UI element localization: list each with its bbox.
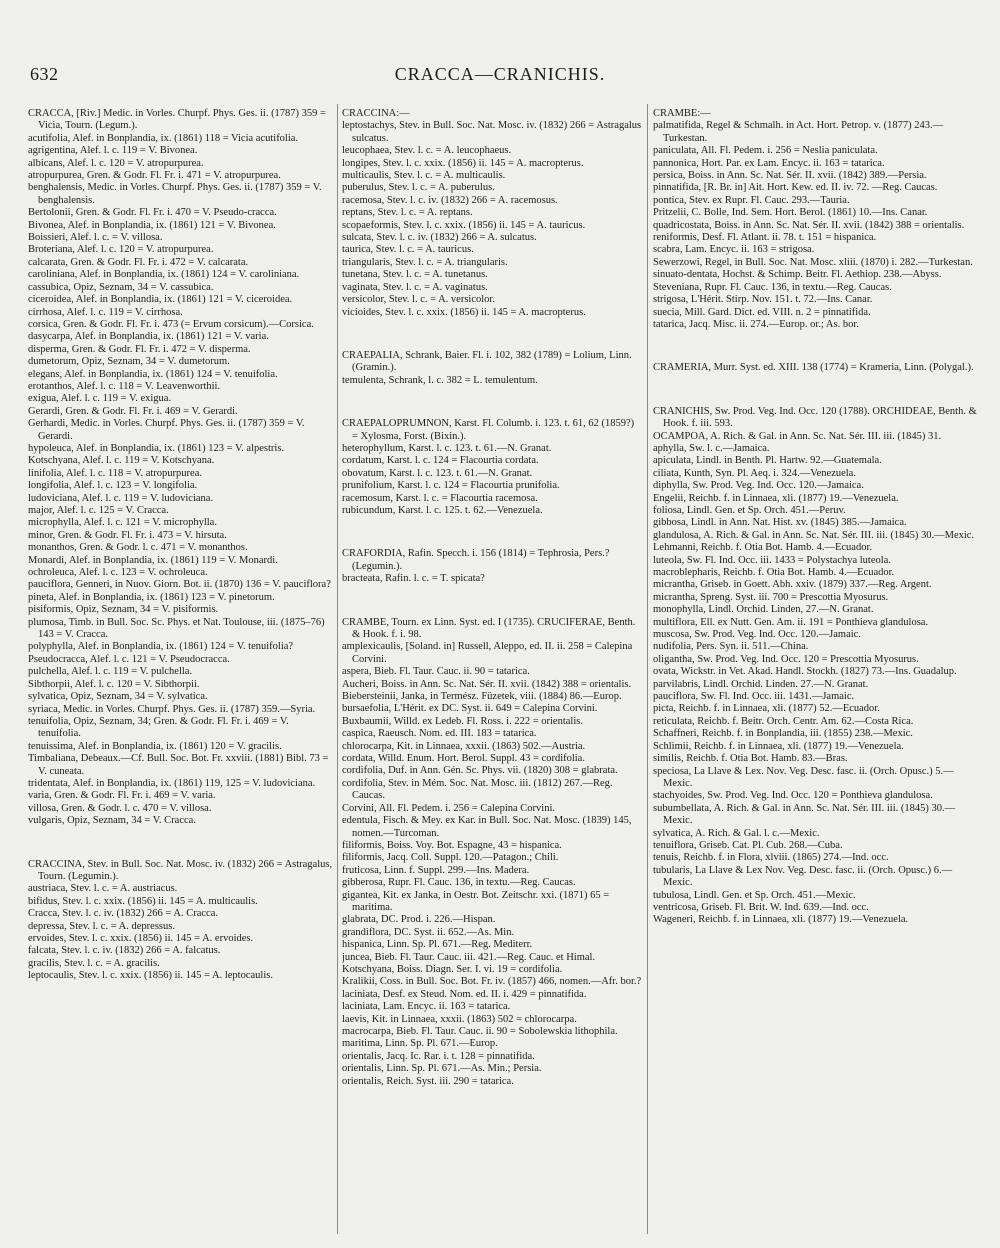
index-entry: temulenta, Schrank, l. c. 382 = L. temulentum. [342,374,538,386]
index-entry: parvilabris, Lindl. Orchid. Linden. 27.—N. Granat. [653,678,869,690]
column-1 [28,108,334,1234]
index-entry: heterophyllum, Karst. l. c. 123. t. 61.—N. Granat. [342,442,552,454]
index-entry: leptocaulis, Stev. l. c. xxix. (1856) ii. 145 = A. leptocaulis. [28,970,273,982]
index-entry: suecia, Mill. Gard. Dict. ed. VIII. n. 2 = pinnatifida. [653,306,871,318]
index-entry: longipes, Stev. l. c. xxix. (1856) ii. 145 = A. macropterus. [342,157,584,169]
index-entry: cordifolia, Duf. in Ann. Gén. Sc. Phys. vii. (1820) 308 = glabrata. [342,765,618,777]
index-entry: Cracca, Stev. l. c. iv. (1832) 266 = A. Cracca. [28,908,218,920]
index-entry: persica, Boiss. in Ann. Sc. Nat. Sér. II. xvii. (1842) 389.—Persia. [653,170,927,182]
index-entry: ovata, Wickstr. in Vet. Akad. Handl. Stockh. (1827) 73.—Ins. Guadalup. [653,666,957,678]
index-entry: linifolia, Alef. l. c. 118 = V. atropurpurea. [28,467,202,479]
index-entry: juncea, Bieb. Fl. Taur. Cauc. iii. 421.—Reg. Cauc. et Himal. [342,951,596,963]
index-entry: pauciflora, Genneri, in Nuov. Giorn. Bot. ii. (1870) 136 = V. pauciflora? [28,579,331,591]
index-entry: hispanica, Linn. Sp. Pl. 671.—Reg. Mediterr. [342,939,533,951]
index-entry: rubicundum, Karst. l. c. 125. t. 62.—Venezuela. [342,504,543,516]
column-rule [647,104,648,1234]
index-entry: tenuifolia, Opiz, Seznam, 34; Gren. & Godr. Fl. Fr. i. 469 = V. tenuifolia. [28,715,289,740]
index-entry: plumosa, Timb. in Bull. Soc. Sc. Phys. et Nat. Toulouse, iii. (1875–76) 143 = V. Cracca. [28,616,325,641]
index-entry: leptostachys, Stev. in Bull. Soc. Nat. Mosc. iv. (1832) 266 = Astragalus sulcatus. [342,120,642,144]
index-entry: minor, Gren. & Godr. Fl. Fr. i. 473 = V. hirsuta. [28,529,227,541]
index-entry: vulgaris, Opiz, Seznam, 34 = V. Cracca. [28,815,196,827]
index-entry: fruticosa, Linn. f. Suppl. 299.—Ins. Madera. [342,864,530,876]
index-entry: micrantha, Griseb. in Goett. Abh. xxiv. (1879) 337.—Reg. Argent. [653,579,932,591]
index-entry: tatarica, Jacq. Misc. ii. 274.—Europ. or.; As. bor. [653,318,859,330]
index-entry: pannonica, Hort. Par. ex Lam. Encyc. ii. 163 = tatarica. [653,157,885,169]
index-entry: reticulata, Reichb. f. Beitr. Orch. Centr. Am. 62.—Costa Rica. [653,715,914,727]
index-entry: villosa, Gren. & Godr. l. c. 470 = V. villosa. [28,802,212,814]
index-entry: cordatum, Karst. l. c. 124 = Flacourtia cordata. [342,455,539,467]
index-entry: Pritzelii, C. Bolle, Ind. Sem. Hort. Berol. (1861) 10.—Ins. Canar. [653,207,928,219]
index-entry: disperma, Gren. & Godr. Fl. Fr. i. 472 = V. disperma. [28,343,251,355]
index-entry: glandulosa, A. Rich. & Gal. in Ann. Sc. Nat. Sér. III. iii. (1845) 30.—Mexic. [653,529,975,541]
index-entry: falcata, Stev. l. c. iv. (1832) 266 = A. falcatus. [28,945,221,957]
index-entry: vaginata, Stev. l. c. = A. vaginatus. [342,281,488,293]
index-entry: caroliniana, Alef. in Bonplandia, ix. (1861) 124 = V. caroliniana. [28,269,300,281]
index-entry: CRACCA, [Riv.] Medic. in Vorles. Churpf. Phys. Ges. ii. (1787) 359 = Vicia, Tourn. (Legum.). [28,108,326,132]
index-entry: racemosa, Stev. l. c. iv. (1832) 266 = A. racemosus. [342,194,558,206]
index-entry: benghalensis, Medic. in Vorles. Churpf. Phys. Ges. ii. (1787) 359 = V. benghalensis. [28,182,322,206]
index-entry: orientalis, Jacq. Ic. Rar. i. t. 128 = pinnatifida. [342,1050,535,1062]
index-entry: Engelii, Reichb. f. in Linnaea, xli. (1877) 19.—Venezuela. [653,492,899,504]
index-entry: palmatifida, Regel & Schmalh. in Act. Hort. Petrop. v. (1877) 243.—Turkestan. [653,120,944,144]
index-entry: ochroleuca, Alef. l. c. 123 = V. ochroleuca. [28,567,208,579]
index-entry: erotanthos, Alef. l. c. 118 = V. Leavenworthii. [28,380,221,392]
index-entry: CRAEPALIA, Schrank, Baier. Fl. i. 102, 382 (1789) = Lolium, Linn. (Gramin.). [342,349,632,374]
index-entry: reniformis, Desf. Fl. Atlant. ii. 78. t. 151 = hispanica. [653,232,877,244]
index-entry: bracteata, Rafin. l. c. = T. spicata? [342,573,485,585]
index-entry: varia, Gren. & Godr. Fl. Fr. i. 469 = V. varia. [28,790,216,802]
index-entry: Aucheri, Boiss. in Ann. Sc. Nat. Sér. II. xvii. (1842) 388 = orientalis. [342,678,632,690]
index-entry: exigua, Alef. l. c. 119 = V. exigua. [28,393,172,405]
index-entry: albicans, Alef. l. c. 120 = V. atropurpurea. [28,157,204,169]
index-entry: racemosum, Karst. l. c. = Flacourtia racemosa. [342,492,538,504]
index-entry: taurica, Stev. l. c. = A. tauricus. [342,244,474,256]
index-entry: monophylla, Lindl. Orchid. Linden, 27.—N. Granat. [653,604,874,616]
index-entry: syriaca, Medic. in Vorles. Churpf. Phys. Ges. ii. (1787) 359.—Syria. [28,703,316,715]
index-entry: amplexicaulis, [Soland. in] Russell, Aleppo, ed. II. ii. 258 = Calepina Corvini. [342,641,633,665]
index-entry: luteola, Sw. Fl. Ind. Occ. iii. 1433 = Polystachya luteola. [653,554,891,566]
index-entry: glabrata, DC. Prod. i. 226.—Hispan. [342,914,496,926]
index-entry: CRAMBE:— [653,108,711,119]
index-entry: cordifolia, Stev. in Mém. Soc. Nat. Mosc. iii. (1812) 267.—Reg. Caucas. [342,777,613,802]
index-entry: obovatum, Karst. l. c. 123. t. 61.—N. Granat. [342,467,533,479]
index-entry: tenuis, Reichb. f. in Flora, xlviii. (1865) 274.—Ind. occ. [653,852,889,864]
index-entry: strigosa, L'Hérit. Stirp. Nov. 151. t. 72.—Ins. Canar. [653,294,873,306]
index-entry: corsica, Gren. & Godr. Fl. Fr. i. 473 (= Ervum corsicum).—Corsica. [28,318,314,330]
index-entry: Biebersteinii, Janka, in Termész. Füzetek, viii. (1884) 86.—Europ. [342,691,622,703]
index-entry: pulchella, Alef. l. c. 119 = V. pulchella. [28,666,193,678]
index-entry: elegans, Alef. in Bonplandia, ix. (1861) 124 = V. tenuifolia. [28,368,278,380]
index-entry: maritima, Linn. Sp. Pl. 671.—Europ. [342,1038,498,1050]
index-entry: Sibthorpii, Alef. l. c. 120 = V. Sibthorpii. [28,678,200,690]
index-entry: Buxbaumii, Willd. ex Ledeb. Fl. Ross. i. 222 = orientalis. [342,715,583,727]
index-entry: tridentata, Alef. in Bonplandia, ix. (1861) 119, 125 = V. ludoviciana. [28,777,316,789]
index-entry: CRAFORDIA, Rafin. Specch. i. 156 (1814) = Tephrosia, Pers.? (Legumin.). [342,548,610,572]
index-entry: foliosa, Lindl. Gen. et Sp. Orch. 451.—Peruv. [653,504,846,516]
index-entry: caspica, Raeusch. Nom. ed. III. 183 = tatarica. [342,728,537,740]
index-entry: pineta, Alef. in Bonplandia, ix. (1861) 123 = V. pinetorum. [28,591,275,603]
index-entry: Corvini, All. Fl. Pedem. i. 256 = Calepina Corvini. [342,802,555,814]
entry-gap [342,528,642,538]
index-entry: cassubica, Opiz, Seznam, 34 = V. cassubica. [28,281,214,293]
index-entry: dasycarpa, Alef. in Bonplandia, ix. (1861) 121 = V. varia. [28,331,269,343]
index-entry: laciniata, Lam. Encyc. ii. 163 = tatarica. [342,1001,511,1013]
index-entry: Gerhardi, Medic. in Vorles. Churpf. Phys. Ges. ii. (1787) 359 = V. Gerardi. [28,418,305,442]
index-entry: speciosa, La Llave & Lex. Nov. Veg. Desc. fasc. ii. (Orch. Opusc.) 5.—Mexic. [653,765,954,789]
entry-gap [342,596,642,606]
index-entry: paniculata, All. Fl. Pedem. i. 256 = Neslia paniculata. [653,145,878,157]
index-entry: pontica, Stev. ex Rupr. Fl. Cauc. 293.—Tauria. [653,194,850,206]
index-entry: Schlimii, Reichb. f. in Linnaea, xli. (1877) 19.—Venezuela. [653,740,904,752]
index-entry: hypoleuca, Alef. in Bonplandia, ix. (1861) 123 = V. alpestris. [28,442,285,454]
index-entry: pinnatifida, [R. Br. in] Ait. Hort. Kew. ed. II. iv. 72. —Reg. Caucas. [653,182,938,194]
index-entry: acutifolia, Alef. in Bonplandia, ix. (1861) 118 = Vicia acutifolia. [28,132,299,144]
index-entry: Bivonea, Alef. in Bonplandia, ix. (1861) 121 = V. Bivonea. [28,219,276,231]
index-entry: orientalis, Linn. Sp. Pl. 671.—As. Min.; Persia. [342,1063,542,1075]
index-entry: grandiflora, DC. Syst. ii. 652.—As. Min. [342,926,515,938]
index-entry: scopaeformis, Stev. l. c. xxix. (1856) ii. 145 = A. tauricus. [342,219,586,231]
index-entry: ervoides, Stev. l. c. xxix. (1856) ii. 145 = A. ervoides. [28,933,254,944]
index-entry: pisiformis, Opiz, Seznam, 34 = V. pisiformis. [28,604,219,616]
index-entry: CRACCINA, Stev. in Bull. Soc. Nat. Mosc. iv. (1832) 266 = Astragalus, Tourn. (Legumin.). [28,858,333,882]
index-entry: dumetorum, Opiz, Seznam, 34 = V. dumetorum. [28,356,230,368]
index-entry: Kotschyana, Boiss. Diagn. Ser. I. vi. 19 = cordifolia. [342,963,563,975]
index-entry: polyphylla, Alef. in Bonplandia, ix. (1861) 124 = V. tenuifolia? [28,641,294,653]
index-entry: reptans, Stev. l. c. = A. reptans. [342,207,473,219]
index-entry: Broteriana, Alef. l. c. 120 = V. atropurpurea. [28,244,214,256]
index-entry: gibberosa, Rupr. Fl. Cauc. 136, in textu.—Reg. Caucas. [342,877,576,889]
index-entry: diphylla, Sw. Prod. Veg. Ind. Occ. 120.—Jamaica. [653,480,864,492]
index-entry: cordata, Willd. Enum. Hort. Berol. Suppl. 43 = cordifolia. [342,753,585,765]
index-entry: CRAEPALOPRUMNON, Karst. Fl. Columb. i. 123. t. 61, 62 (1859?) = Xylosma, Forst. (Bixin.). [342,418,635,442]
index-entry: macroblepharis, Reichb. f. Otia Bot. Hamb. 4.—Ecuador. [653,567,895,578]
index-entry: depressa, Stev. l. c. = A. depressus. [28,920,175,932]
index-entry: ludoviciana, Alef. l. c. 119 = V. ludoviciana. [28,492,214,504]
index-entry: tenuissima, Alef. in Bonplandia, ix. (1861) 120 = V. gracilis. [28,740,282,752]
index-entry: major, Alef. l. c. 125 = V. Cracca. [28,505,169,516]
index-entry: sylvatica, Opiz, Seznam, 34 = V. sylvatica. [28,691,208,703]
index-entry: chlorocarpa, Kit. in Linnaea, xxxii. (1863) 502.—Austria. [342,740,586,752]
index-entry: Kotschyana, Alef. l. c. 119 = V. Kotschyana. [28,455,215,467]
index-entry: sylvatica, A. Rich. & Gal. l. c.—Mexic. [653,827,820,839]
index-entry: longifolia, Alef. l. c. 123 = V. longifolia. [28,480,198,492]
index-entry: versicolor, Stev. l. c. = A. versicolor. [342,294,495,306]
index-entry: Wageneri, Reichb. f. in Linnaea, xli. (1877) 19.—Venezuela. [653,914,909,926]
index-entry: orientalis, Reich. Syst. iii. 290 = tatarica. [342,1075,514,1087]
index-entry: oligantha, Sw. Prod. Veg. Ind. Occ. 120 = Prescottia Myosurus. [653,653,919,665]
index-entry: tubulosa, Lindl. Gen. et Sp. Orch. 451.—Mexic. [653,889,856,901]
index-entry: Kralikii, Coss. in Bull. Soc. Bot. Fr. iv. (1857) 466, nomen.—Afr. bor.? [342,976,642,988]
index-entry: tenuiflora, Griseb. Cat. Pl. Cub. 268.—Cuba. [653,839,843,851]
index-entry: leucophaea, Stev. l. c. = A. leucophaeus. [342,145,512,157]
index-entry: atropurpurea, Gren. & Godr. Fl. Fr. i. 471 = V. atropurpurea. [28,170,281,182]
index-entry: quadricostata, Boiss. in Ann. Sc. Nat. Sér. II. xvii. (1842) 388 = orientalis. [653,219,965,231]
index-entry: Boissieri, Alef. l. c. = V. villosa. [28,232,163,244]
index-entry: stachyoides, Sw. Prod. Veg. Ind. Occ. 120 = Ponthieva glandulosa. [653,790,933,802]
column-rule [337,104,338,1234]
index-entry: tubularis, La Llave & Lex Nov. Veg. Desc. fasc. ii. (Orch. Opusc.) 6.—Mexic. [653,864,953,889]
index-entry: Lehmanni, Reichb. f. Otia Bot. Hamb. 4.—Ecuador. [653,542,872,554]
index-entry: bursaefolia, L'Hérit. ex DC. Syst. ii. 649 = Calepina Corvini. [342,703,598,715]
index-entry: Gerardi, Gren. & Godr. Fl. Fr. i. 469 = V. Gerardi. [28,405,238,417]
index-entry: laciniata, Desf. ex Steud. Nom. ed. II. i. 429 = pinnatifida. [342,988,587,1000]
index-entry: filiformis, Boiss. Voy. Bot. Espagne, 43 = hispanica. [342,839,562,851]
index-entry: agrigentina, Alef. l. c. 119 = V. Bivonea. [28,145,198,157]
index-entry: austriaca, Stev. l. c. = A. austriacus. [28,883,178,895]
index-entry: filiformis, Jacq. Coll. Suppl. 120.—Patagon.; Chili. [342,852,559,864]
entry-gap [653,342,979,352]
index-entry: aspera, Bieb. Fl. Taur. Cauc. ii. 90 = tatarica. [342,666,530,678]
index-entry: nudifolia, Pers. Syn. ii. 511.—China. [653,641,809,653]
index-entry: Sewerzowi, Regel, in Bull. Soc. Nat. Mosc. xliii. (1870) i. 282.—Turkestan. [653,256,973,268]
index-entry: sulcata, Stev. l. c. iv. (1832) 266 = A. sulcatus. [342,232,537,244]
index-entry: Schaffneri, Reichb. f. in Bonplandia, iii. (1855) 238.—Mexic. [653,728,913,740]
index-entry: vicioides, Stev. l. c. xxix. (1856) ii. 145 = A. macropterus. [342,306,586,318]
index-entry: scabra, Lam. Encyc. ii. 163 = strigosa. [653,244,815,256]
index-entry: edentula, Fisch. & Mey. ex Kar. in Bull. Soc. Nat. Mosc. (1839) 145, nomen.—Turcoman. [342,815,632,839]
index-entry: ventricosa, Griseb. Fl. Brit. W. Ind. 639.—Ind. occ. [653,901,869,913]
column-3 [653,108,979,1234]
index-entry: Timbaliana, Debeaux.—Cf. Bull. Soc. Bot. Fr. xxviii. (1881) Bibl. 73 = V. cuneata. [28,753,329,777]
index-entry: monanthos, Gren. & Godr. l. c. 471 = V. monanthos. [28,542,248,554]
index-entry: macrocarpa, Bieb. Fl. Taur. Cauc. ii. 90 = Sobolewskia lithophila. [342,1026,618,1037]
entry-gap [653,385,979,395]
index-entry: laevis, Kit. in Linnaea, xxxii. (1863) 502 = chlorocarpa. [342,1013,577,1025]
index-entry: picta, Reichb. f. in Linnaea, xli. (1877) 52.—Ecuador. [653,703,880,715]
index-entry: microphylla, Alef. l. c. 121 = V. microphylla. [28,517,217,529]
index-entry: CRANICHIS, Sw. Prod. Veg. Ind. Occ. 120 (1788). ORCHIDEAE, Benth. & Hook. f. iii. 593. [653,405,977,430]
index-entry: CRACCINA:— [342,108,410,119]
index-entry: cirrhosa, Alef. l. c. 119 = V. cirrhosa. [28,306,183,318]
page-number: 632 [30,64,59,84]
index-entry: multicaulis, Stev. l. c. = A. multicaulis. [342,170,506,182]
index-entry: aphylla, Sw. l. c.—Jamaica. [653,442,770,454]
index-entry: calcarata, Gren. & Godr. Fl. Fr. i. 472 = V. calcarata. [28,256,249,268]
index-entry: gigantea, Kit. ex Janka, in Oestr. Bot. Zeitschr. xxi. (1871) 65 = maritima. [342,889,610,913]
index-entry: tunetana, Stev. l. c. = A. tunetanus. [342,269,488,281]
column-2 [342,108,642,1234]
index-entry: puberulus, Stev. l. c. = A. puberulus. [342,182,495,194]
index-entry: apiculata, Lindl. in Benth. Pl. Hartw. 92.—Guatemala. [653,455,882,467]
index-entry: subumbellata, A. Rich. & Gal. in Ann. Sc. Nat. Sér. III. iii. (1845) 30.—Mexic. [653,802,956,827]
running-head: CRACCA—CRANICHIS. [394,64,606,84]
entry-gap [342,329,642,339]
index-entry: similis, Reichb. f. Otia Bot. Hamb. 83.—Bras. [653,753,848,765]
index-entry: micrantha, Spreng. Syst. iii. 700 = Prescottia Myosurus. [653,591,889,603]
index-entry: sinuato-dentata, Hochst. & Schimp. Beitr. Fl. Aethiop. 238.—Abyss. [653,269,942,281]
index-entry: muscosa, Sw. Prod. Veg. Ind. Occ. 120.—Jamaic. [653,629,861,641]
index-entry: CRAMERIA, Murr. Syst. ed. XIII. 138 (1774) = Krameria, Linn. (Polygal.). [653,362,974,374]
index-entry: Steveniana, Rupr. Fl. Cauc. 136, in textu.—Reg. Caucas. [653,281,892,293]
index-entry: triangularis, Stev. l. c. = A. triangularis. [342,256,508,268]
index-entry: CRAMBE, Tourn. ex Linn. Syst. ed. I (1735). CRUCIFERAE, Benth. & Hook. f. i. 98. [342,616,636,640]
index-entry: Monardi, Alef. in Bonplandia, ix. (1861) 119 = V. Monardi. [28,554,278,566]
index-entry: bifidus, Stev. l. c. xxix. (1856) ii. 145 = A. multicaulis. [28,895,258,907]
index-entry: prunifolium, Karst. l. c. 124 = Flacourtia prunifolia. [342,480,560,492]
index-entry: ciliata, Kunth, Syn. Pl. Aeq. i. 324.—Venezuela. [653,467,856,479]
entry-gap [342,398,642,408]
entry-gap [28,838,334,848]
index-entry: gibbosa, Lindl. in Ann. Nat. Hist. xv. (1845) 385.—Jamaica. [653,517,907,529]
index-entry: Bertolonii, Gren. & Godr. Fl. Fr. i. 470 = V. Pseudo-cracca. [28,207,277,219]
index-entry: pauciflora, Sw. Fl. Ind. Occ. iii. 1431.—Jamaic. [653,691,855,703]
index-entry: multiflora, Ell. ex Nutt. Gen. Am. ii. 191 = Ponthieva glandulosa. [653,616,929,628]
index-entry: gracilis, Stev. l. c. = A. gracilis. [28,957,160,969]
index-entry: ciceroidea, Alef. in Bonplandia, ix. (1861) 121 = V. ciceroidea. [28,294,293,306]
index-entry: Pseudocracca, Alef. l. c. 121 = V. Pseudocracca. [28,653,230,665]
index-entry: OCAMPOA, A. Rich. & Gal. in Ann. Sc. Nat. Sér. III. iii. (1845) 31. [653,430,942,442]
